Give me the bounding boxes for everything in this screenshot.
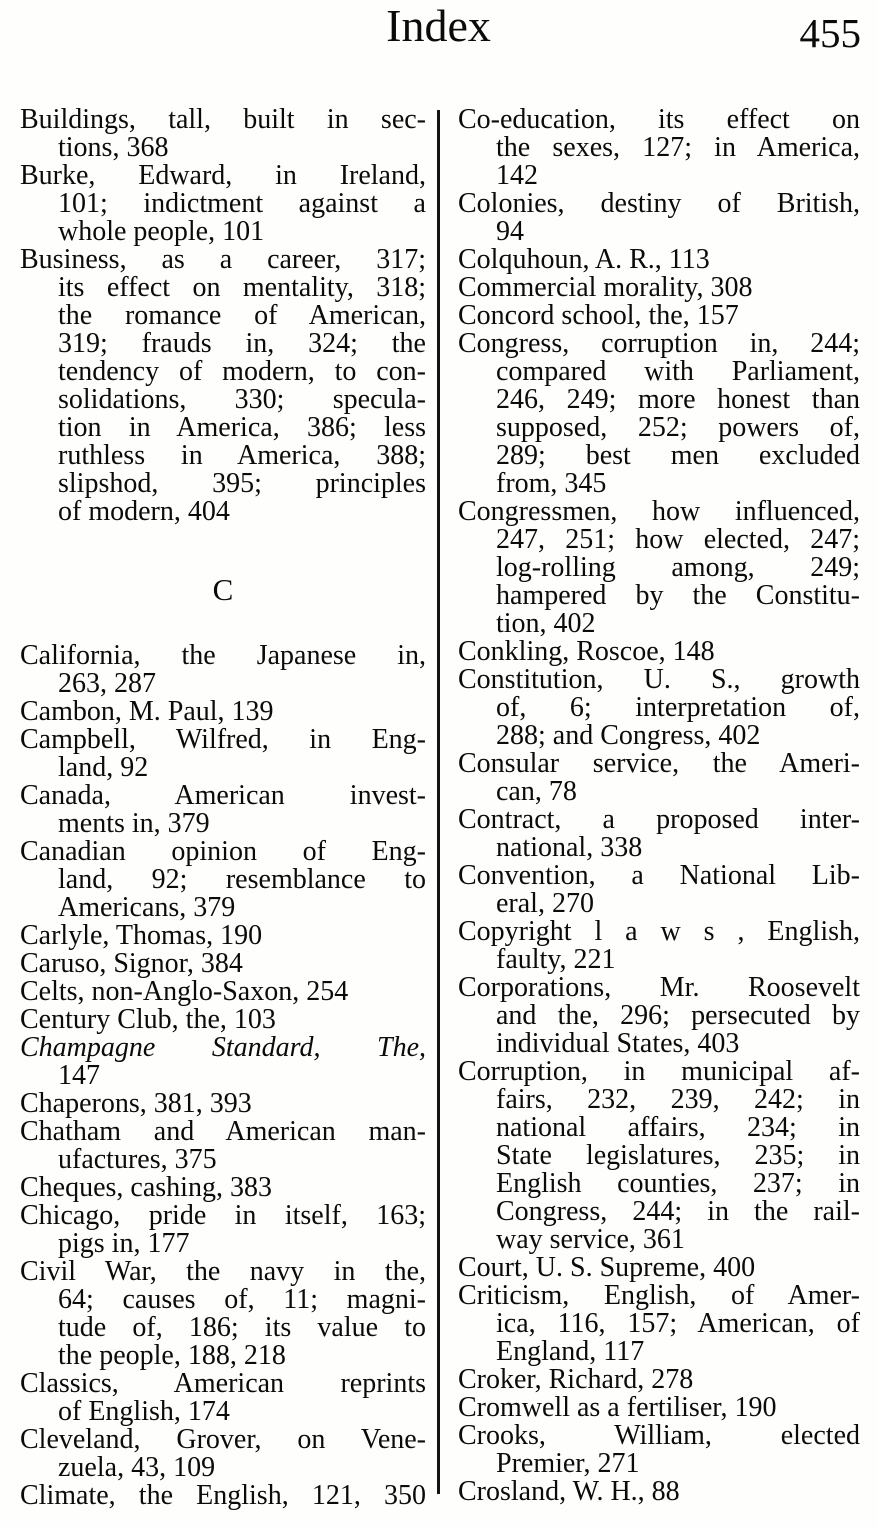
entry-line: Commercial morality, 308 (458, 272, 753, 303)
entry-line: the people, 188, 218 (58, 1340, 286, 1371)
index-columns (20, 106, 860, 1510)
entry-line: Century Club, the, 103 (20, 1004, 276, 1035)
entry-line: Colquhoun, A. R., 113 (458, 244, 710, 275)
section-heading: C (212, 572, 234, 607)
entry-line: State legislatures, 235; in (496, 1140, 860, 1171)
entry-line: Congress, corruption in, 244; (458, 328, 860, 359)
entry-line: solidations, 330; specula- (58, 384, 426, 415)
entry-line: Business, as a career, 317; (20, 244, 426, 275)
entry-line: Cromwell as a fertiliser, 190 (458, 1392, 777, 1423)
entry-line: Cleveland, Grover, on Vene- (20, 1424, 426, 1455)
index-entry (20, 1118, 426, 1174)
index-entry (458, 1282, 860, 1366)
entry-line: tendency of modern, to con- (58, 356, 426, 387)
entry-line: of, 6; interpretation of, (496, 692, 860, 723)
entry-line: zuela, 43, 109 (58, 1452, 216, 1483)
entry-line: log-rolling among, 249; (496, 552, 860, 583)
index-entry (458, 750, 860, 806)
entry-line: eral, 270 (496, 888, 594, 919)
entry-line: tions, 368 (58, 132, 169, 163)
entry-line: faulty, 221 (496, 944, 616, 975)
index-entry (458, 106, 860, 190)
entry-line: tude of, 186; its value to (58, 1312, 426, 1343)
entry-line: 147 (58, 1060, 100, 1091)
index-entry (458, 498, 860, 638)
index-entry (458, 330, 860, 498)
entry-line: Contract, a proposed inter- (458, 804, 860, 835)
index-entry (20, 922, 426, 950)
index-entry (20, 106, 426, 162)
index-entry (20, 1482, 426, 1510)
index-entry (458, 1422, 860, 1478)
entry-line: national affairs, 234; in (496, 1112, 860, 1143)
entry-line: California, the Japanese in, (20, 640, 426, 671)
entry-line: 246, 249; more honest than (496, 384, 860, 415)
entry-line: 94 (496, 216, 524, 247)
entry-line: 319; frauds in, 324; the (58, 328, 426, 359)
index-entry (20, 1426, 426, 1482)
index-entry (458, 190, 860, 246)
entry-line: 263, 287 (58, 668, 156, 699)
entry-line: land, 92; resemblance to (58, 864, 426, 895)
entry-line: the sexes, 127; in America, (496, 132, 860, 163)
entry-line: of modern, 404 (58, 496, 230, 527)
index-entry (458, 274, 860, 302)
entry-line: tion, 402 (496, 608, 596, 639)
entry-line: Copyright l a w s , English, (458, 916, 860, 947)
entry-line: 247, 251; how elected, 247; (496, 524, 860, 555)
index-entry (20, 1174, 426, 1202)
index-entry (458, 246, 860, 274)
entry-line: Carlyle, Thomas, 190 (20, 920, 263, 951)
entry-line: Americans, 379 (58, 892, 236, 923)
entry-line: the romance of American, (58, 300, 426, 331)
entry-line: Colonies, destiny of British, (458, 188, 860, 219)
entry-line: Climate, the English, 121, 350 (20, 1480, 426, 1511)
index-entry (458, 1394, 860, 1422)
index-entry (458, 638, 860, 666)
entry-line: Burke, Edward, in Ireland, (20, 160, 426, 191)
entry-line: Corruption, in municipal af- (458, 1056, 860, 1087)
index-entry (20, 246, 426, 526)
entry-line: 142 (496, 160, 538, 191)
index-entry (458, 1058, 860, 1254)
entry-line: land, 92 (58, 752, 149, 783)
index-entry (458, 1478, 860, 1506)
entry-line: Caruso, Signor, 384 (20, 948, 243, 979)
entry-line: Congressmen, how influenced, (458, 496, 860, 527)
entry-line: way service, 361 (496, 1224, 685, 1255)
entry-line: Criticism, English, of Amer- (458, 1280, 860, 1311)
entry-line: 101; indictment against a (58, 188, 426, 219)
entry-line: Champagne Standard, The, (20, 1032, 426, 1063)
entry-line: Conkling, Roscoe, 148 (458, 636, 715, 667)
entry-line: compared with Parliament, (496, 356, 860, 387)
entry-line: Chicago, pride in itself, 163; (20, 1200, 426, 1231)
entry-line: Cambon, M. Paul, 139 (20, 696, 274, 727)
entry-line: of English, 174 (58, 1396, 230, 1427)
entry-line: hampered by the Constitu- (496, 580, 860, 611)
entry-line: Consular service, the Ameri- (458, 748, 860, 779)
index-entry (20, 1258, 426, 1370)
entry-line: Campbell, Wilfred, in Eng- (20, 724, 426, 755)
index-entry (20, 726, 426, 782)
entry-line: Co-education, its effect on (458, 104, 860, 135)
entry-line: Constitution, U. S., growth (458, 664, 860, 695)
index-entry (458, 302, 860, 330)
entry-line: ruthless in America, 388; (58, 440, 426, 471)
entry-line: England, 117 (496, 1336, 645, 1367)
entry-line: ufactures, 375 (58, 1144, 217, 1175)
entry-line: 64; causes of, 11; magni- (58, 1284, 426, 1315)
index-entry (458, 1366, 860, 1394)
entry-line: Congress, 244; in the rail- (496, 1196, 860, 1227)
entry-line: ments in, 379 (58, 808, 210, 839)
entry-line: Convention, a National Lib- (458, 860, 860, 891)
entry-line: Buildings, tall, built in sec- (20, 104, 426, 135)
entry-line: Crooks, William, elected (458, 1420, 860, 1451)
entry-line: whole people, 101 (58, 216, 265, 247)
entry-line: Concord school, the, 157 (458, 300, 739, 331)
index-entry (20, 838, 426, 922)
index-entry (20, 978, 426, 1006)
left-column (20, 106, 426, 1510)
entry-line: Civil War, the navy in the, (20, 1256, 426, 1287)
entry-line: individual States, 403 (496, 1028, 740, 1059)
entry-line: national, 338 (496, 832, 643, 863)
entry-line: Court, U. S. Supreme, 400 (458, 1252, 756, 1283)
page-number: 455 (799, 10, 861, 56)
entry-line: can, 78 (496, 776, 577, 807)
entry-line: Celts, non-Anglo-Saxon, 254 (20, 976, 349, 1007)
entry-line: Chaperons, 381, 393 (20, 1088, 252, 1119)
entry-line: Premier, 271 (496, 1448, 640, 1479)
entry-line: 289; best men excluded (496, 440, 860, 471)
index-entry (20, 1202, 426, 1258)
page-header (0, 0, 877, 100)
index-entry (20, 1034, 426, 1090)
index-entry (20, 782, 426, 838)
index-entry (458, 666, 860, 750)
entry-line: Canadian opinion of Eng- (20, 836, 426, 867)
entry-line: Classics, American reprints (20, 1368, 426, 1399)
entry-line: Corporations, Mr. Roosevelt (458, 972, 860, 1003)
index-entry (20, 698, 426, 726)
page-title: Index (386, 0, 491, 51)
index-entry (20, 1006, 426, 1034)
entry-line: Canada, American invest- (20, 780, 426, 811)
entry-line: Crosland, W. H., 88 (458, 1476, 680, 1507)
entry-line: ica, 116, 157; American, of (496, 1308, 860, 1339)
index-entry (458, 918, 860, 974)
entry-line: Chatham and American man- (20, 1116, 426, 1147)
entry-line: English counties, 237; in (496, 1168, 860, 1199)
entry-line: its effect on mentality, 318; (58, 272, 426, 303)
index-entry (458, 974, 860, 1058)
entry-line: slipshod, 395; principles (58, 468, 426, 499)
entry-line: pigs in, 177 (58, 1228, 190, 1259)
index-entry (20, 1370, 426, 1426)
index-entry (20, 1090, 426, 1118)
entry-line: fairs, 232, 239, 242; in (496, 1084, 860, 1115)
index-entry (20, 162, 426, 246)
index-entry (20, 642, 426, 698)
index-entry (458, 862, 860, 918)
index-entry (458, 1254, 860, 1282)
entry-line: from, 345 (496, 468, 607, 499)
entry-line: tion in America, 386; less (58, 412, 426, 443)
entry-line: and the, 296; persecuted by (496, 1000, 860, 1031)
index-entry (20, 950, 426, 978)
entry-line: supposed, 252; powers of, (496, 412, 860, 443)
index-entry (458, 806, 860, 862)
entry-line: 288; and Congress, 402 (496, 720, 761, 751)
entry-line: Croker, Richard, 278 (458, 1364, 694, 1395)
entry-line: Cheques, cashing, 383 (20, 1172, 272, 1203)
right-column (458, 106, 860, 1510)
